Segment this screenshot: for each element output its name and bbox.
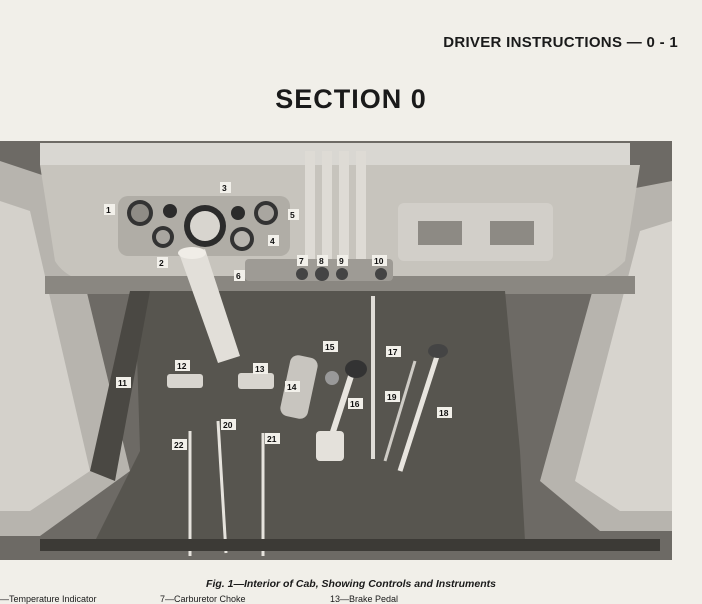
section-title: SECTION 0	[275, 84, 427, 114]
callout-5: 5	[290, 210, 295, 220]
callout-10: 10	[374, 256, 384, 266]
callout-15: 15	[325, 342, 335, 352]
callout-21: 21	[267, 434, 277, 444]
page-header: DRIVER INSTRUCTIONS — 0 - 1	[443, 34, 678, 51]
callout-11: 11	[118, 378, 127, 388]
callout-1: 1	[106, 205, 111, 215]
callout-18: 18	[439, 408, 449, 418]
callout-2: 2	[159, 258, 164, 268]
legend-item-1: —Temperature Indicator	[0, 594, 97, 604]
callout-7: 7	[299, 256, 304, 266]
legend-item-13: 13—Brake Pedal	[330, 594, 399, 604]
callout-6: 6	[236, 271, 241, 281]
callout-20: 20	[223, 420, 233, 430]
figure-caption: Fig. 1—Interior of Cab, Showing Controls and Instruments	[206, 578, 496, 590]
cab-interior-photo	[0, 141, 672, 560]
callout-13: 13	[255, 364, 265, 374]
callout-14: 14	[287, 382, 297, 392]
callout-3: 3	[222, 183, 227, 193]
callout-4: 4	[270, 236, 275, 246]
figure-legend-partial	[0, 594, 702, 604]
cab-interior-illustration	[0, 141, 672, 560]
callout-22: 22	[174, 440, 184, 450]
callout-8: 8	[319, 256, 324, 266]
callout-12: 12	[177, 361, 187, 371]
callout-19: 19	[387, 392, 397, 402]
legend-item-7: 7—Carburetor Choke	[160, 594, 246, 604]
callout-17: 17	[388, 347, 398, 357]
callout-16: 16	[350, 399, 360, 409]
callout-9: 9	[339, 256, 344, 266]
